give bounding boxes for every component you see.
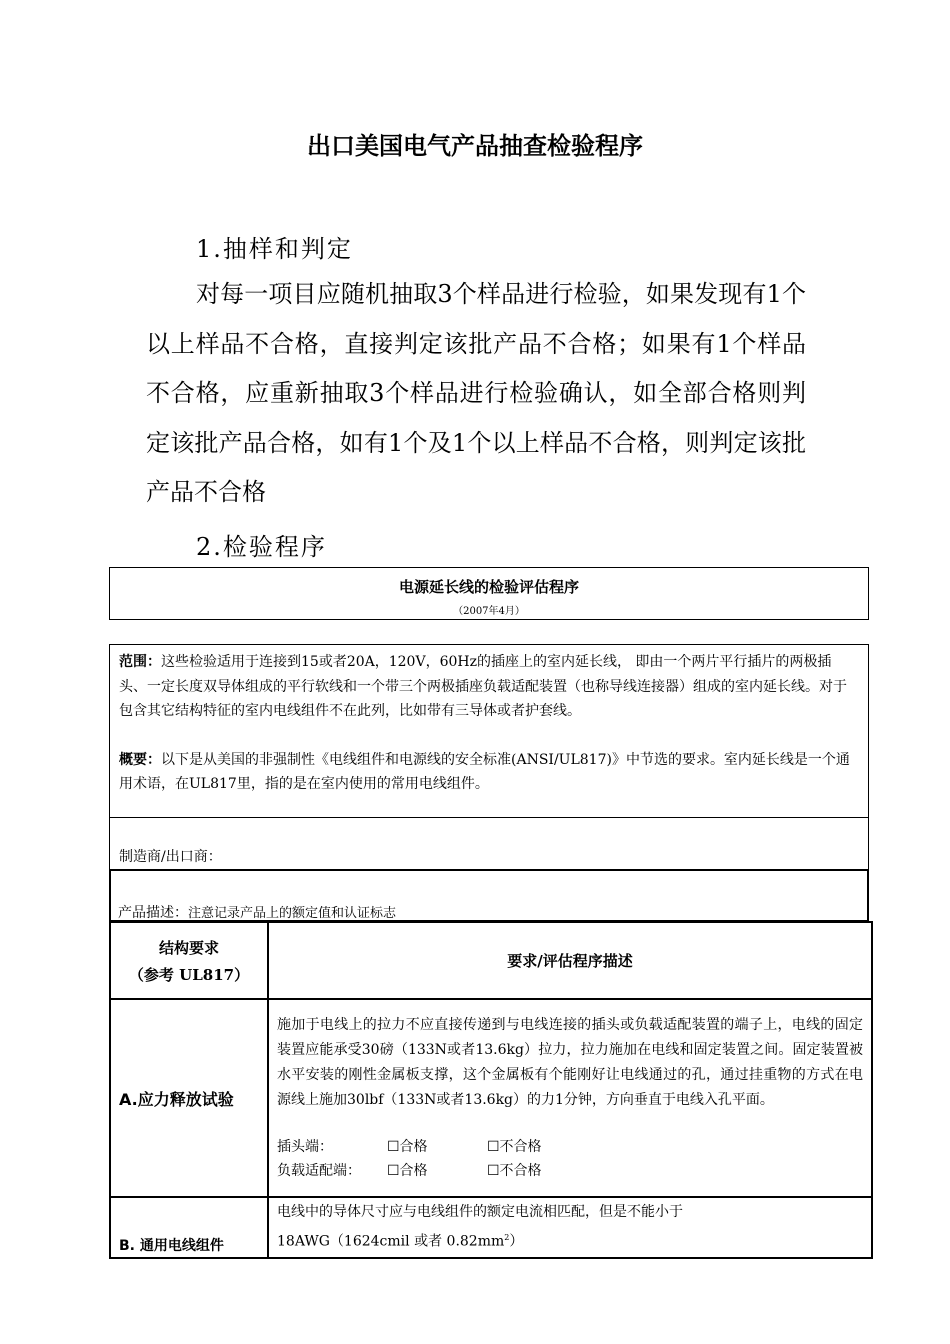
pass-checkbox[interactable]: ☐合格 (387, 1163, 428, 1179)
general-cord-text-2 (277, 1225, 863, 1255)
overview-paragraph (119, 748, 859, 797)
superscript-2: 2 (504, 1233, 510, 1242)
table-row (110, 999, 872, 1197)
check-item-label: 负载适配端： (277, 1163, 361, 1179)
scope-paragraph (119, 650, 859, 724)
scope-box (109, 644, 869, 818)
scope-text: 这些检验适用于连接到15或者20A，120V，60Hz的插座上的室内延长线， 即由一个两片平行插片的两极插头、一定长度双导体组成的平行软线和一个带三个两极插座负载适配装置（也称导线连接器）组成的室内延长线。对于包含其它结构特征的室内电线组件不在此列，比如带有三导体或者护套线。 (119, 654, 847, 719)
section-heading-procedure: 2.检验程序 (196, 533, 327, 561)
form-header (109, 567, 869, 620)
row-label-strain-relief: A.应力释放试验 (110, 999, 268, 1197)
pass-checkbox[interactable]: ☐合格 (387, 1139, 428, 1155)
product-description-field (109, 869, 869, 922)
section-heading-sampling: 1.抽样和判定 (196, 235, 353, 263)
fail-checkbox[interactable]: ☐不合格 (487, 1139, 542, 1155)
check-row-plug (277, 1135, 863, 1159)
scope-label: 范围： (119, 654, 161, 670)
manufacturer-label: 制造商/出口商： (119, 849, 222, 865)
col-header-requirements: 要求/评估程序描述 (268, 922, 872, 999)
general-cord-text-1: 电线中的导体尺寸应与电线组件的额定电流相匹配，但是不能小于 (277, 1204, 683, 1220)
check-row-load-adapter (277, 1159, 863, 1183)
col-header-structure (110, 922, 268, 999)
strain-relief-text: 施加于电线上的拉力不应直接传递到与电线连接的插头或负载适配装置的端子上，电线的固定装置应能承受30磅（133N或者13.6kg）拉力，拉力施加在电线和固定装置之间。固定装置被水平安装的刚性金属板支撑，这个金属板有个能刚好让电线通过的孔，通过挂重物的方式在电源线上施加30lbf（133N或者13.6kg）的力1分钟，方向垂直于电线入孔平面。 (277, 1017, 863, 1108)
row-desc-strain-relief (268, 999, 872, 1197)
product-description-note: 注意记录产品上的额定值和认证标志 (188, 906, 397, 921)
overview-text: 以下是从美国的非强制性《电线组件和电源线的安全标准(ANSI/UL817)》中节选的要求。室内延长线是一个通用术语，在UL817里，指的是在室内使用的常用电线组件。 (119, 751, 850, 792)
intro-paragraph (146, 270, 806, 518)
table-row (110, 1197, 872, 1258)
overview-label: 概要： (119, 751, 161, 768)
fail-checkbox[interactable]: ☐不合格 (487, 1163, 542, 1179)
col-header-structure-title: 结构要求 (158, 938, 219, 957)
general-cord-close: ） (509, 1233, 524, 1250)
manufacturer-field (109, 817, 869, 869)
check-item-label: 插头端： (277, 1139, 333, 1155)
row-desc-general-cord (268, 1197, 872, 1258)
intro-text: 对每一项目应随机抽取3个样品进行检验，如果发现有1个以上样品不合格，直接判定该批产品不合格；如果有1个样品不合格，应重新抽取3个样品进行检验确认，如全部合格则判定该批产品合格，如有1个及1个以上样品不合格，则判定该批产品不合格 (146, 280, 806, 506)
form-title: 电源延长线的检验评估程序 (398, 578, 579, 596)
row-label-general-cord: B. 通用电线组件 (110, 1197, 268, 1258)
product-description-label: 产品描述： (118, 905, 188, 921)
page-title: 出口美国电气产品抽查检验程序 (307, 132, 643, 160)
col-header-structure-ref: （参考 UL817） (128, 965, 250, 984)
table-header-row (110, 922, 872, 999)
form-date: （2007年4月） (453, 606, 525, 617)
requirements-table (109, 921, 873, 1259)
general-cord-size: 18AWG（1624cmil 或者 0.82mm (277, 1233, 505, 1250)
